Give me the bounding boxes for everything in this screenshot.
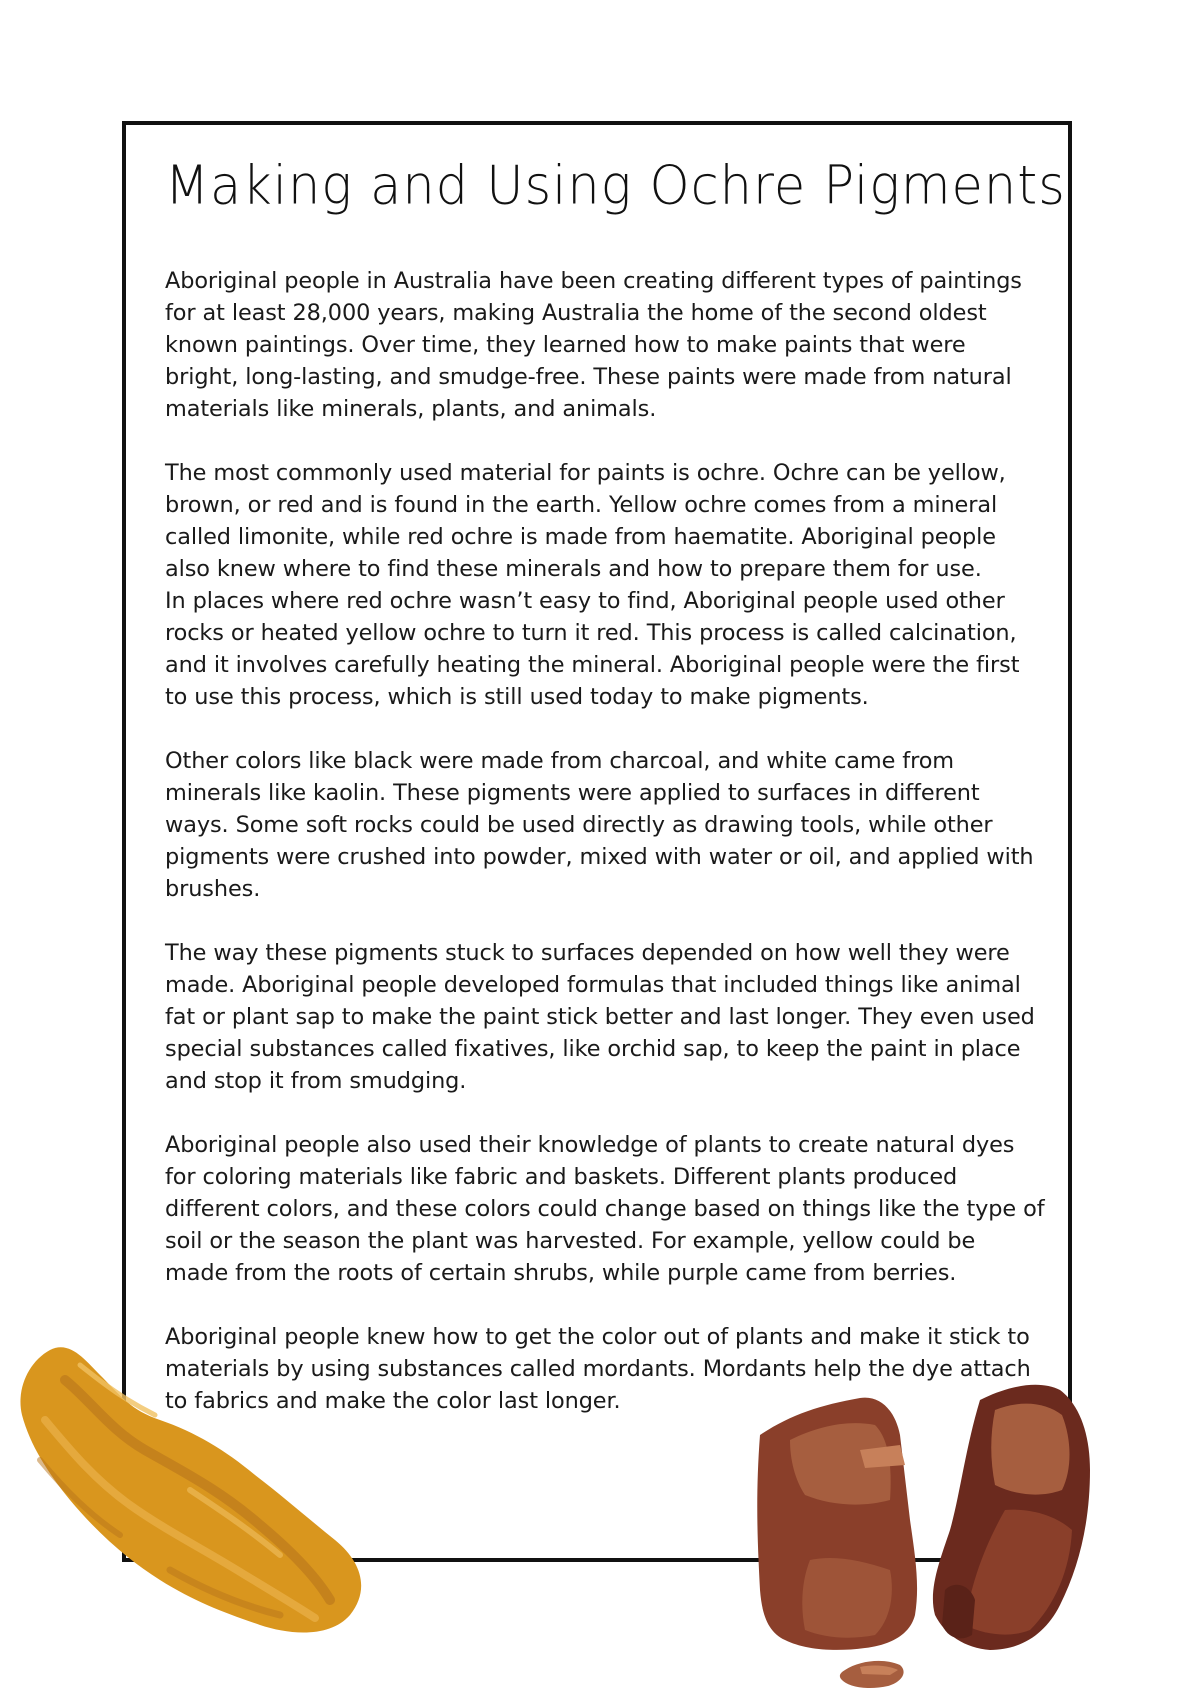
- ochre-paint-smear-icon: [10, 1340, 370, 1640]
- page-title: Making and Using Ochre Pigments: [165, 155, 1066, 218]
- paragraph-other-colors: Other colors like black were made from charcoal, and white came from minerals like kaolin. These pigments were applied to surfaces in different ways. Some soft rocks could be used directly as drawing tools, while other pigments were crushed into powder, mixed with water or oil, and applied with brushes.: [165, 748, 1034, 902]
- paragraph-ochre: The most commonly used material for paints is ochre. Ochre can be yellow, brown, or red and is found in the earth. Yellow ochre comes from a mineral called limonite, while red ochre is made from haematite. Aboriginal people also knew where to find these minerals and how to prepare them for use.: [165, 460, 1006, 582]
- paragraph-intro: Aboriginal people in Australia have been creating different types of paintings for at least 28,000 years, making Australia the home of the second oldest known paintings. Over time, they learned how to make paints that were bright, long-lasting, and smudge-free. These paints were made from natural materials like minerals, plants, and animals.: [165, 268, 1022, 422]
- paragraph-calcination: In places where red ochre wasn’t easy to find, Aboriginal people used other rocks or heated yellow ochre to turn it red. This process is called calcination, and it involves carefully heating the mineral. Aboriginal people were the first to use this process, which is still used today to make pigments.: [165, 588, 1020, 710]
- paragraph-mordants: Aboriginal people knew how to get the color out of plants and make it stick to materials by using substances called mordants. Mordants help the dye attach to fabrics and make the color last longer.: [165, 1324, 1031, 1414]
- ochre-rocks-icon: [750, 1380, 1190, 1697]
- paragraph-fixatives: The way these pigments stuck to surfaces depended on how well they were made. Aboriginal people developed formulas that included things like animal fat or plant sap to make the paint stick better and last longer. They even used special substances called fixatives, like orchid sap, to keep the paint in place and stop it from smudging.: [165, 940, 1035, 1094]
- paragraph-plant-dyes: Aboriginal people also used their knowledge of plants to create natural dyes for coloring materials like fabric and baskets. Different plants produced different colors, and these colors could change based on things like the type of soil or the season the plant was harvested. For example, yellow could be made from the roots of certain shrubs, while purple came from berries.: [165, 1132, 1045, 1286]
- article-body: [165, 265, 1045, 1449]
